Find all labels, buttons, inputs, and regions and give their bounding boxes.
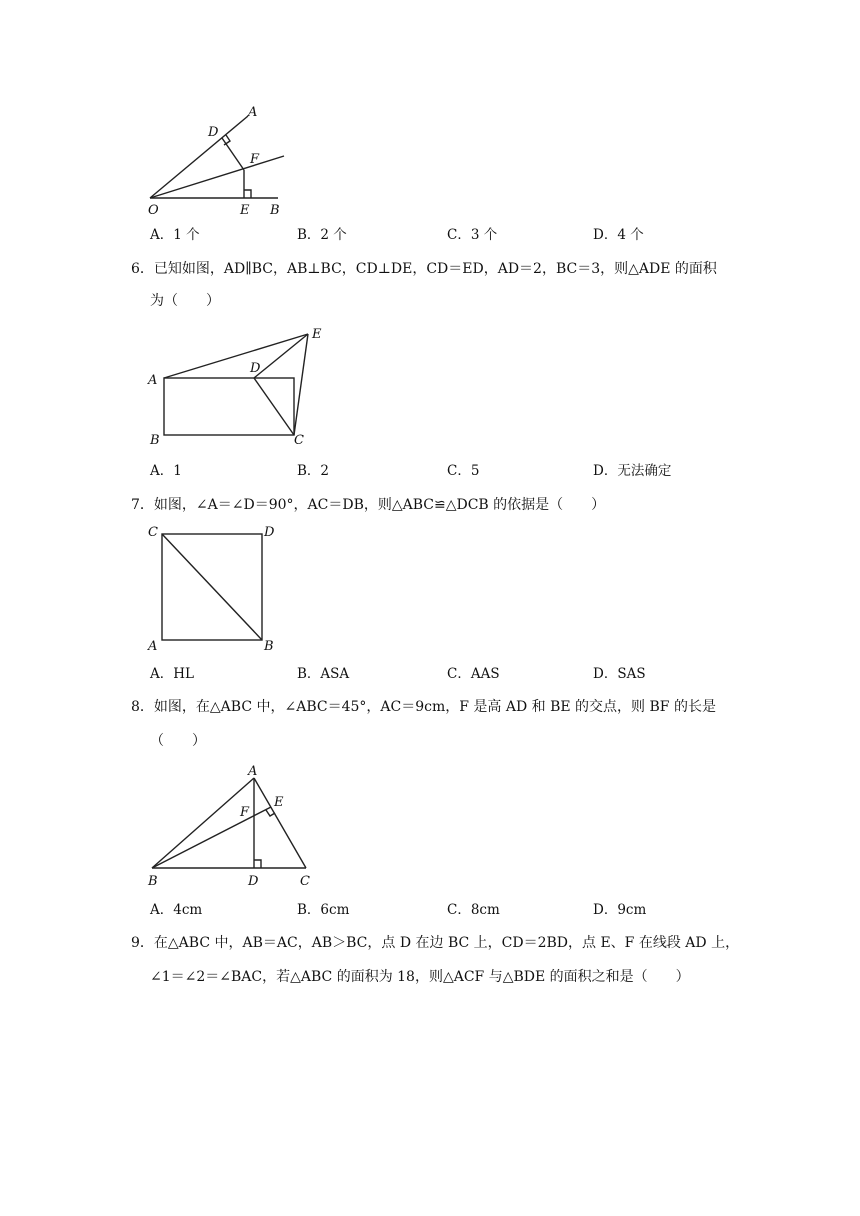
q5-option-c: C．3 个	[447, 227, 498, 243]
q6-option-c: C．5	[447, 463, 480, 479]
q7-figure	[140, 520, 290, 656]
q6-option-b: B．2	[297, 463, 330, 479]
label-C: C	[148, 525, 158, 540]
q8-stem-line1: 8．如图，在△ABC 中，∠ABC＝45°，AC＝9cm，F 是高 AD 和 BE 的交点，则 BF 的长是	[131, 699, 716, 715]
q6-stem-line1: 6．已知如图，AD∥BC，AB⊥BC，CD⊥DE，CD＝ED，AD＝2，BC＝3，则△ADE 的面积	[131, 261, 717, 277]
q5-option-d: D．4 个	[593, 227, 644, 243]
label-D: D	[264, 525, 275, 540]
right-angle-D	[254, 860, 261, 868]
label-E: E	[274, 795, 284, 810]
segment-AE	[164, 334, 308, 378]
label-E: E	[240, 203, 250, 218]
label-A: A	[148, 639, 158, 654]
label-D: D	[248, 874, 259, 889]
q6-option-d: D．无法确定	[593, 463, 672, 479]
right-angle-D	[224, 135, 230, 145]
label-B: B	[264, 639, 274, 654]
q7-option-b: B．ASA	[297, 666, 350, 682]
label-E: E	[312, 327, 322, 342]
label-C: C	[294, 433, 304, 447]
diagonal-CB	[162, 534, 262, 640]
q7-option-a: A．HL	[150, 666, 194, 682]
segment-DF	[222, 138, 244, 170]
label-A: A	[248, 764, 258, 779]
q8-option-c: C．8cm	[447, 902, 500, 918]
q8-option-a: A．4cm	[150, 902, 203, 918]
q8-geometry	[140, 758, 320, 890]
segment-EC	[294, 334, 308, 435]
label-B: B	[150, 433, 160, 447]
label-D: D	[250, 361, 261, 376]
q6-option-a: A．1	[150, 463, 182, 479]
q8-option-b: B．6cm	[297, 902, 350, 918]
label-A: A	[248, 105, 258, 120]
segment-DE	[254, 334, 308, 378]
q5-option-a: A．1 个	[150, 227, 200, 243]
label-F: F	[250, 152, 260, 167]
q7-option-d: D．SAS	[593, 666, 646, 682]
q6-stem-line2: 为（ ）	[150, 293, 220, 309]
label-D: D	[208, 125, 219, 140]
label-B: B	[148, 874, 158, 889]
ray-OF	[150, 156, 284, 198]
q8-figure	[140, 758, 320, 890]
q7-stem-line1: 7．如图，∠A＝∠D＝90°，AC＝DB，则△ABC≌△DCB 的依据是（ ）	[131, 497, 606, 513]
segment-DC	[254, 378, 294, 435]
q7-geometry	[140, 520, 290, 656]
label-O: O	[148, 203, 159, 218]
q5-option-b: B．2 个	[297, 227, 347, 243]
q6-geometry	[140, 322, 330, 447]
q9-stem-line2: ∠1＝∠2＝∠BAC，若△ABC 的面积为 18，则△ACF 与△BDE 的面积之和是（ ）	[150, 969, 690, 985]
q9-stem-line1: 9．在△ABC 中，AB＝AC，AB＞BC，点 D 在边 BC 上，CD＝2BD，点 E、F 在线段 AD 上，	[131, 935, 740, 951]
ray-OA	[150, 116, 248, 198]
q5-figure	[140, 100, 290, 220]
label-B: B	[270, 203, 280, 218]
q8-option-d: D．9cm	[593, 902, 647, 918]
label-C: C	[300, 874, 310, 889]
q7-option-c: C．AAS	[447, 666, 500, 682]
side-AC	[254, 778, 306, 868]
q5-geometry	[140, 100, 290, 220]
label-A: A	[148, 373, 158, 388]
q6-figure	[140, 322, 330, 447]
right-angle-E	[244, 190, 251, 198]
label-F: F	[240, 805, 250, 820]
q8-stem-line2: （ ）	[150, 733, 206, 749]
